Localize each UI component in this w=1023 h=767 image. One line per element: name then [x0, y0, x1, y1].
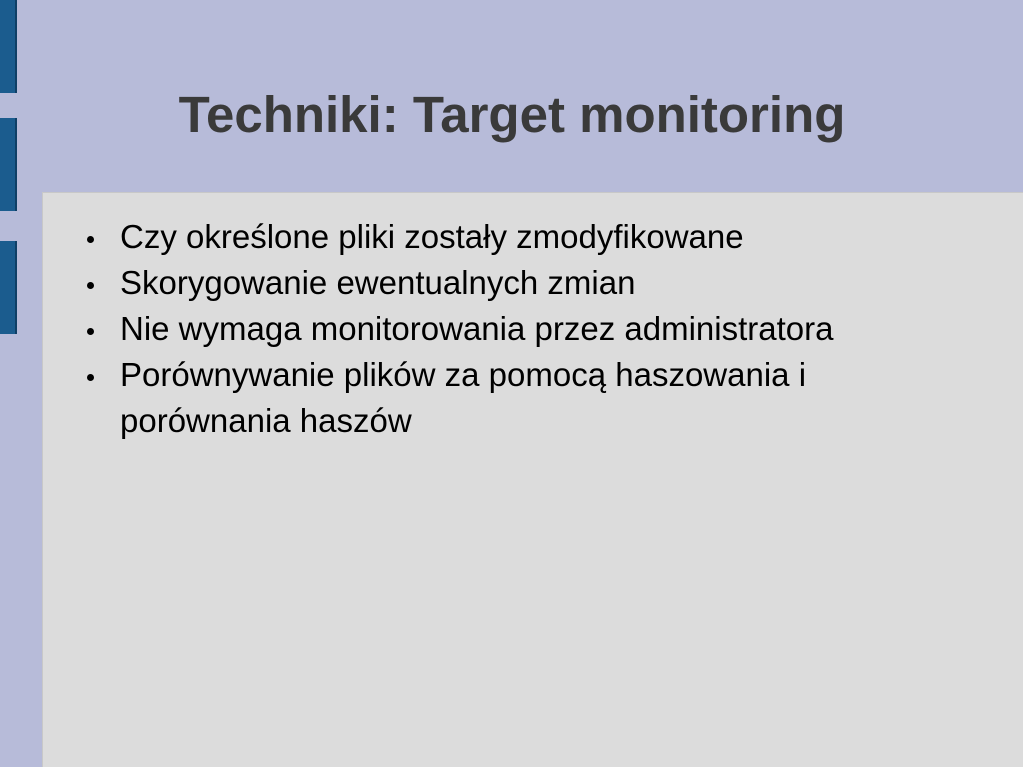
bullet-text: Nie wymaga monitorowania przez administratora [120, 310, 834, 347]
bullet-dot-icon [87, 328, 94, 335]
bullet-text: Skorygowanie ewentualnych zmian [120, 264, 636, 301]
bullet-dot-icon [87, 374, 94, 381]
bullet-item [120, 306, 940, 352]
bullet-item [120, 260, 940, 306]
bullet-list [120, 214, 940, 444]
accent-bar [0, 241, 17, 334]
bullet-item [120, 214, 940, 260]
bullet-text: Porównywanie plików za pomocą haszowania i porównania haszów [120, 356, 807, 439]
bullet-dot-icon [87, 282, 94, 289]
accent-bar [0, 118, 17, 211]
bullet-dot-icon [87, 236, 94, 243]
accent-bar [0, 0, 17, 93]
slide-title: Techniki: Target monitoring [178, 86, 846, 143]
bullet-text: Czy określone pliki zostały zmodyfikowane [120, 218, 744, 255]
bullet-item [120, 352, 940, 444]
